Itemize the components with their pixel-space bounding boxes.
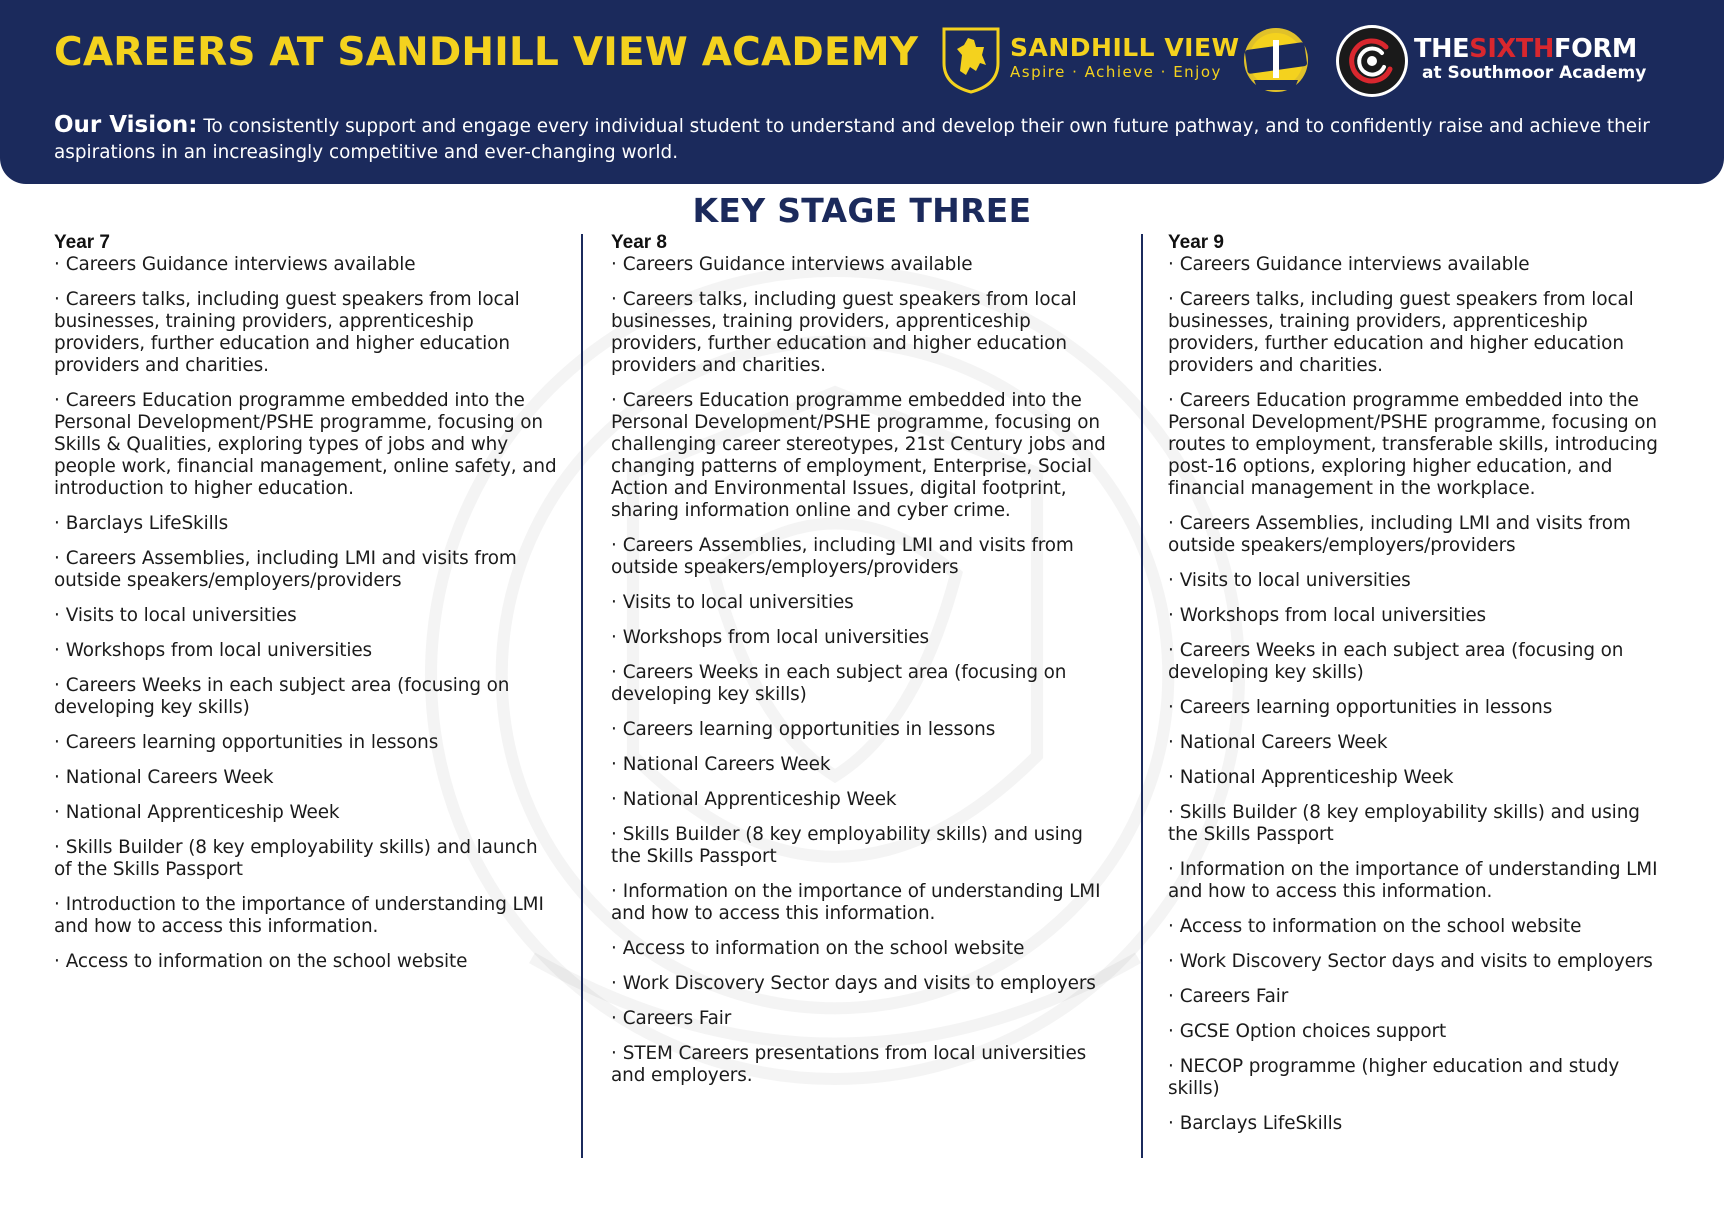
year-title: Year 9 [1168,232,1224,253]
list-item: · Careers learning opportunities in lessons [1168,697,1553,718]
vision-statement [54,112,1674,166]
list-item: · Workshops from local universities [1168,605,1487,626]
list-item: · Careers talks, including guest speakers from local businesses, training providers, apprenticeship providers, further education and higher education providers and charities. [54,289,520,376]
list-item: · Careers Assemblies, including LMI and visits from outside speakers/employers/providers [611,535,1074,578]
year-column [1168,232,1674,1148]
list-item: · Careers talks, including guest speakers from local businesses, training providers, apprenticeship providers, further education and higher education providers and charities. [1168,289,1634,376]
list-item: · Careers learning opportunities in lessons [54,732,439,753]
list-item: · Careers Education programme embedded into the Personal Development/PSHE programme, focusing on challenging career stereotypes, 21st Century jobs and changing patterns of employment, Enterprise, Social Action and Environmental Issues, digital footprint, sharing information online and cyber crime. [611,390,1106,521]
list-item: · Work Discovery Sector days and visits to employers [611,973,1096,994]
list-item: · Visits to local universities [54,605,297,626]
year-column [54,232,560,986]
list-item: · National Apprenticeship Week [1168,767,1454,788]
list-item: · Careers Weeks in each subject area (focusing on developing key skills) [1168,640,1624,683]
list-item: · Skills Builder (8 key employability skills) and using the Skills Passport [611,824,1083,867]
sixth-form-logo-text [1414,35,1646,83]
list-item: · Careers Guidance interviews available [1168,254,1530,275]
list-item: · Access to information on the school website [1168,916,1582,937]
sixth-form-name [1414,35,1646,63]
list-item: · Careers Guidance interviews available [54,254,416,275]
list-item: · Information on the importance of understanding LMI and how to access this information. [1168,859,1658,902]
sixth-form-subtitle: at Southmoor Academy [1422,63,1647,83]
header-banner [0,0,1724,184]
sandhill-crest-icon [940,25,1002,95]
activity-list [1168,254,1674,1135]
vision-label: Our Vision: [54,112,198,138]
list-item: · National Careers Week [54,767,274,788]
list-item: · Skills Builder (8 key employability skills) and using the Skills Passport [1168,802,1640,845]
list-item: · Visits to local universities [611,592,854,613]
list-item: · Careers talks, including guest speakers from local businesses, training providers, apprenticeship providers, further education and higher education providers and charities. [611,289,1077,376]
list-item: · Barclays LifeSkills [1168,1113,1343,1134]
list-item: · Introduction to the importance of understanding LMI and how to access this information. [54,894,544,937]
sandhill-logo-text [1010,34,1240,82]
list-item: · Workshops from local universities [611,627,930,648]
list-item: · Barclays LifeSkills [54,513,229,534]
list-item: · Careers Assemblies, including LMI and visits from outside speakers/employers/providers [1168,513,1631,556]
sixth-form-form: FORM [1554,34,1637,64]
list-item: · Visits to local universities [1168,570,1411,591]
sixth-form-logo-icon [1334,23,1410,99]
page-title: CAREERS AT SANDHILL VIEW ACADEMY [54,30,919,75]
list-item: · Careers Guidance interviews available [611,254,973,275]
column-divider [581,234,583,1158]
list-item: · Workshops from local universities [54,640,373,661]
list-item: · National Apprenticeship Week [54,802,340,823]
list-item: · Careers learning opportunities in lessons [611,719,996,740]
list-item: · Access to information on the school website [54,951,468,972]
vision-text: To consistently support and engage every individual student to understand and develop their own future pathway, and to confidently raise and achieve their aspirations in an increasingly competitive and ever-changing world. [54,116,1650,163]
list-item: · Careers Education programme embedded into the Personal Development/PSHE programme, focusing on routes to employment, transferable skills, introducing post-16 options, exploring higher education, and financial management in the workplace. [1168,390,1658,499]
list-item: · Careers Fair [1168,986,1289,1007]
year-title: Year 7 [54,232,110,253]
year-title: Year 8 [611,232,667,253]
list-item: · Careers Weeks in each subject area (focusing on developing key skills) [54,675,510,718]
list-item: · Skills Builder (8 key employability skills) and launch of the Skills Passport [54,837,538,880]
list-item: · STEM Careers presentations from local universities and employers. [611,1043,1087,1086]
key-stage-heading: KEY STAGE THREE [692,191,1032,230]
list-item: · Work Discovery Sector days and visits to employers [1168,951,1653,972]
list-item: · Access to information on the school website [611,938,1025,959]
list-item: · National Careers Week [1168,732,1388,753]
list-item: · GCSE Option choices support [1168,1021,1447,1042]
list-item: · National Apprenticeship Week [611,789,897,810]
column-divider [1141,234,1143,1158]
sixth-form-sixth: SIXTH [1469,34,1555,64]
list-item: · Careers Fair [611,1008,732,1029]
sixth-form-the: THE [1414,34,1470,64]
year-column [611,232,1117,1100]
list-item: · Careers Weeks in each subject area (focusing on developing key skills) [611,662,1067,705]
list-item: · National Careers Week [611,754,831,775]
activity-list [611,254,1117,1087]
list-item: · Information on the importance of understanding LMI and how to access this information. [611,881,1101,924]
careers-badge-icon [1240,24,1312,98]
sandhill-motto: Aspire · Achieve · Enjoy [1010,63,1222,81]
list-item: · Careers Education programme embedded into the Personal Development/PSHE programme, focusing on Skills & Qualities, exploring types of jobs and why people work, financial management, online safety, and introduction to higher education. [54,390,557,499]
activity-list [54,254,560,973]
list-item: · NECOP programme (higher education and study skills) [1168,1056,1620,1099]
sandhill-name: SANDHILL VIEW [1010,33,1240,62]
list-item: · Careers Assemblies, including LMI and visits from outside speakers/employers/providers [54,548,517,591]
